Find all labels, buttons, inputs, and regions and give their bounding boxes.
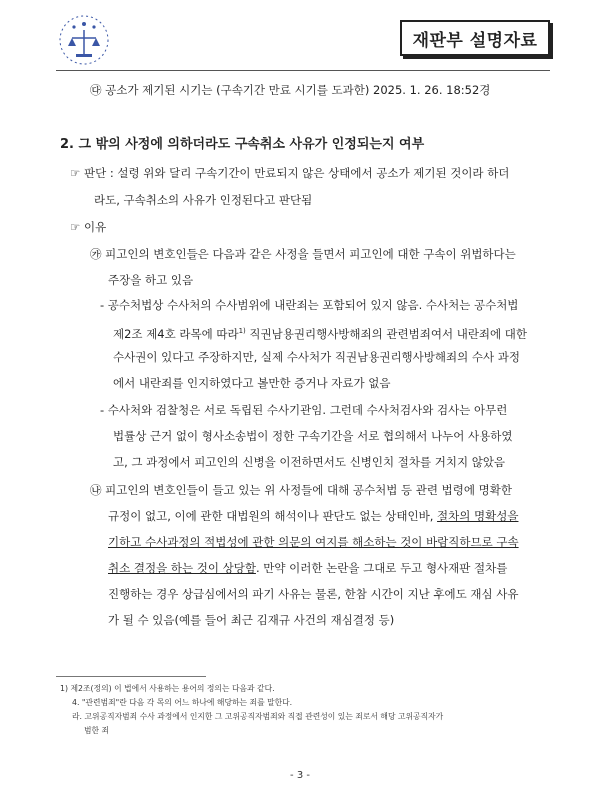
footnote-divider xyxy=(56,676,206,677)
footnote-line-2: 4. "관련범죄"란 다음 각 목의 어느 하나에 해당하는 죄를 말한다. xyxy=(72,698,293,707)
item-ga-line-2: 주장을 하고 있음 xyxy=(108,273,194,287)
item-na-line-2b-underlined: 절차의 명확성을 xyxy=(437,509,519,523)
item-na-line-3-underlined: 기하고 수사과정의 적법성에 관한 의문의 여지를 해소하는 것이 바람직하므로 구속 xyxy=(108,535,519,549)
footnote-line-4: 범한 죄 xyxy=(84,726,110,735)
reason-label: ☞ 이유 xyxy=(70,220,107,234)
dash2-line-2: 법률상 근거 없이 형사소송법이 정한 구속기간을 서로 협의해서 나누어 사용하였 xyxy=(113,429,513,443)
item-da-line: ㉰ 공소가 제기된 시기는 (구속기간 만료 시기를 도과한) 2025. 1. 26. 18:52경 xyxy=(90,83,491,97)
judgment-line-1: ☞ 판단 : 설령 위와 달리 구속기간이 만료되지 않은 상태에서 공소가 제기된 것이라 하더 xyxy=(70,166,510,180)
page-number: - 3 - xyxy=(290,770,310,781)
dash2-line-3: 고, 그 과정에서 피고인의 신병을 이전하면서도 신병인치 절차를 거치지 않았음 xyxy=(113,455,506,469)
header-divider xyxy=(56,70,550,71)
dash1-line-2 xyxy=(113,323,527,342)
item-na-line-1: ㉯ 피고인의 변호인들이 들고 있는 위 사정들에 대해 공수처법 등 관련 법령에 명확한 xyxy=(90,483,512,497)
document-title-box: 재판부 설명자료 xyxy=(400,20,550,56)
item-na-line-4a-underlined: 취소 결정을 하는 것이 상당함 xyxy=(108,561,256,575)
footnote-ref-1: 1) xyxy=(238,327,246,335)
dash1-line-2b: 직권남용권리행사방해죄의 관련범죄여서 내란죄에 대한 xyxy=(245,326,528,341)
footnote-line-1: 1) 제2조(정의) 이 법에서 사용하는 용어의 정의는 다음과 같다. xyxy=(60,684,275,693)
section-heading-2: 2. 그 밖의 사정에 의하더라도 구속취소 사유가 인정되는지 여부 xyxy=(60,137,425,152)
dash1-line-1: - 공수처법상 수사처의 수사범위에 내란죄는 포함되어 있지 않음. 수사처는 공수처법 xyxy=(100,298,519,312)
item-na-line-6: 가 될 수 있음(예를 들어 최근 김재규 사건의 재심결정 등) xyxy=(108,613,395,627)
item-na-line-4b: . 만약 이러한 논란을 그대로 두고 형사재판 절차를 xyxy=(255,561,508,575)
item-na-line-2a: 규정이 없고, 이에 관한 대법원의 해석이나 판단도 없는 상태인바, xyxy=(108,509,438,523)
court-emblem-logo xyxy=(58,14,110,66)
item-na-line-2 xyxy=(108,508,518,524)
item-ga-line-1: ㉮ 피고인의 변호인들은 다음과 같은 사정을 들면서 피고인에 대한 구속이 위법하다는 xyxy=(90,247,516,261)
item-na-line-5: 진행하는 경우 상급심에서의 파기 사유는 물론, 한참 시간이 지난 후에도 재심 사유 xyxy=(108,587,519,601)
item-na-line-4 xyxy=(108,560,507,576)
dash1-line-3: 수사권이 있다고 주장하지만, 실제 수사처가 직권남용권리행사방해죄의 수사 과정 xyxy=(113,350,520,364)
dash1-line-2a: 제2조 제4호 라목에 따라 xyxy=(113,326,239,341)
dash2-line-1: - 수사처와 검찰청은 서로 독립된 수사기관임. 그런데 수사처검사와 검사는 아무런 xyxy=(100,403,508,417)
judgment-line-2: 라도, 구속취소의 사유가 인정된다고 판단됨 xyxy=(94,193,313,207)
dash1-line-4: 에서 내란죄를 인지하였다고 볼만한 증거나 자료가 없음 xyxy=(113,376,391,390)
footnote-line-3: 라. 고위공직자범죄 수사 과정에서 인지한 그 고위공직자범죄와 직접 관련성이 있는 죄로서 해당 고위공직자가 xyxy=(72,712,444,721)
